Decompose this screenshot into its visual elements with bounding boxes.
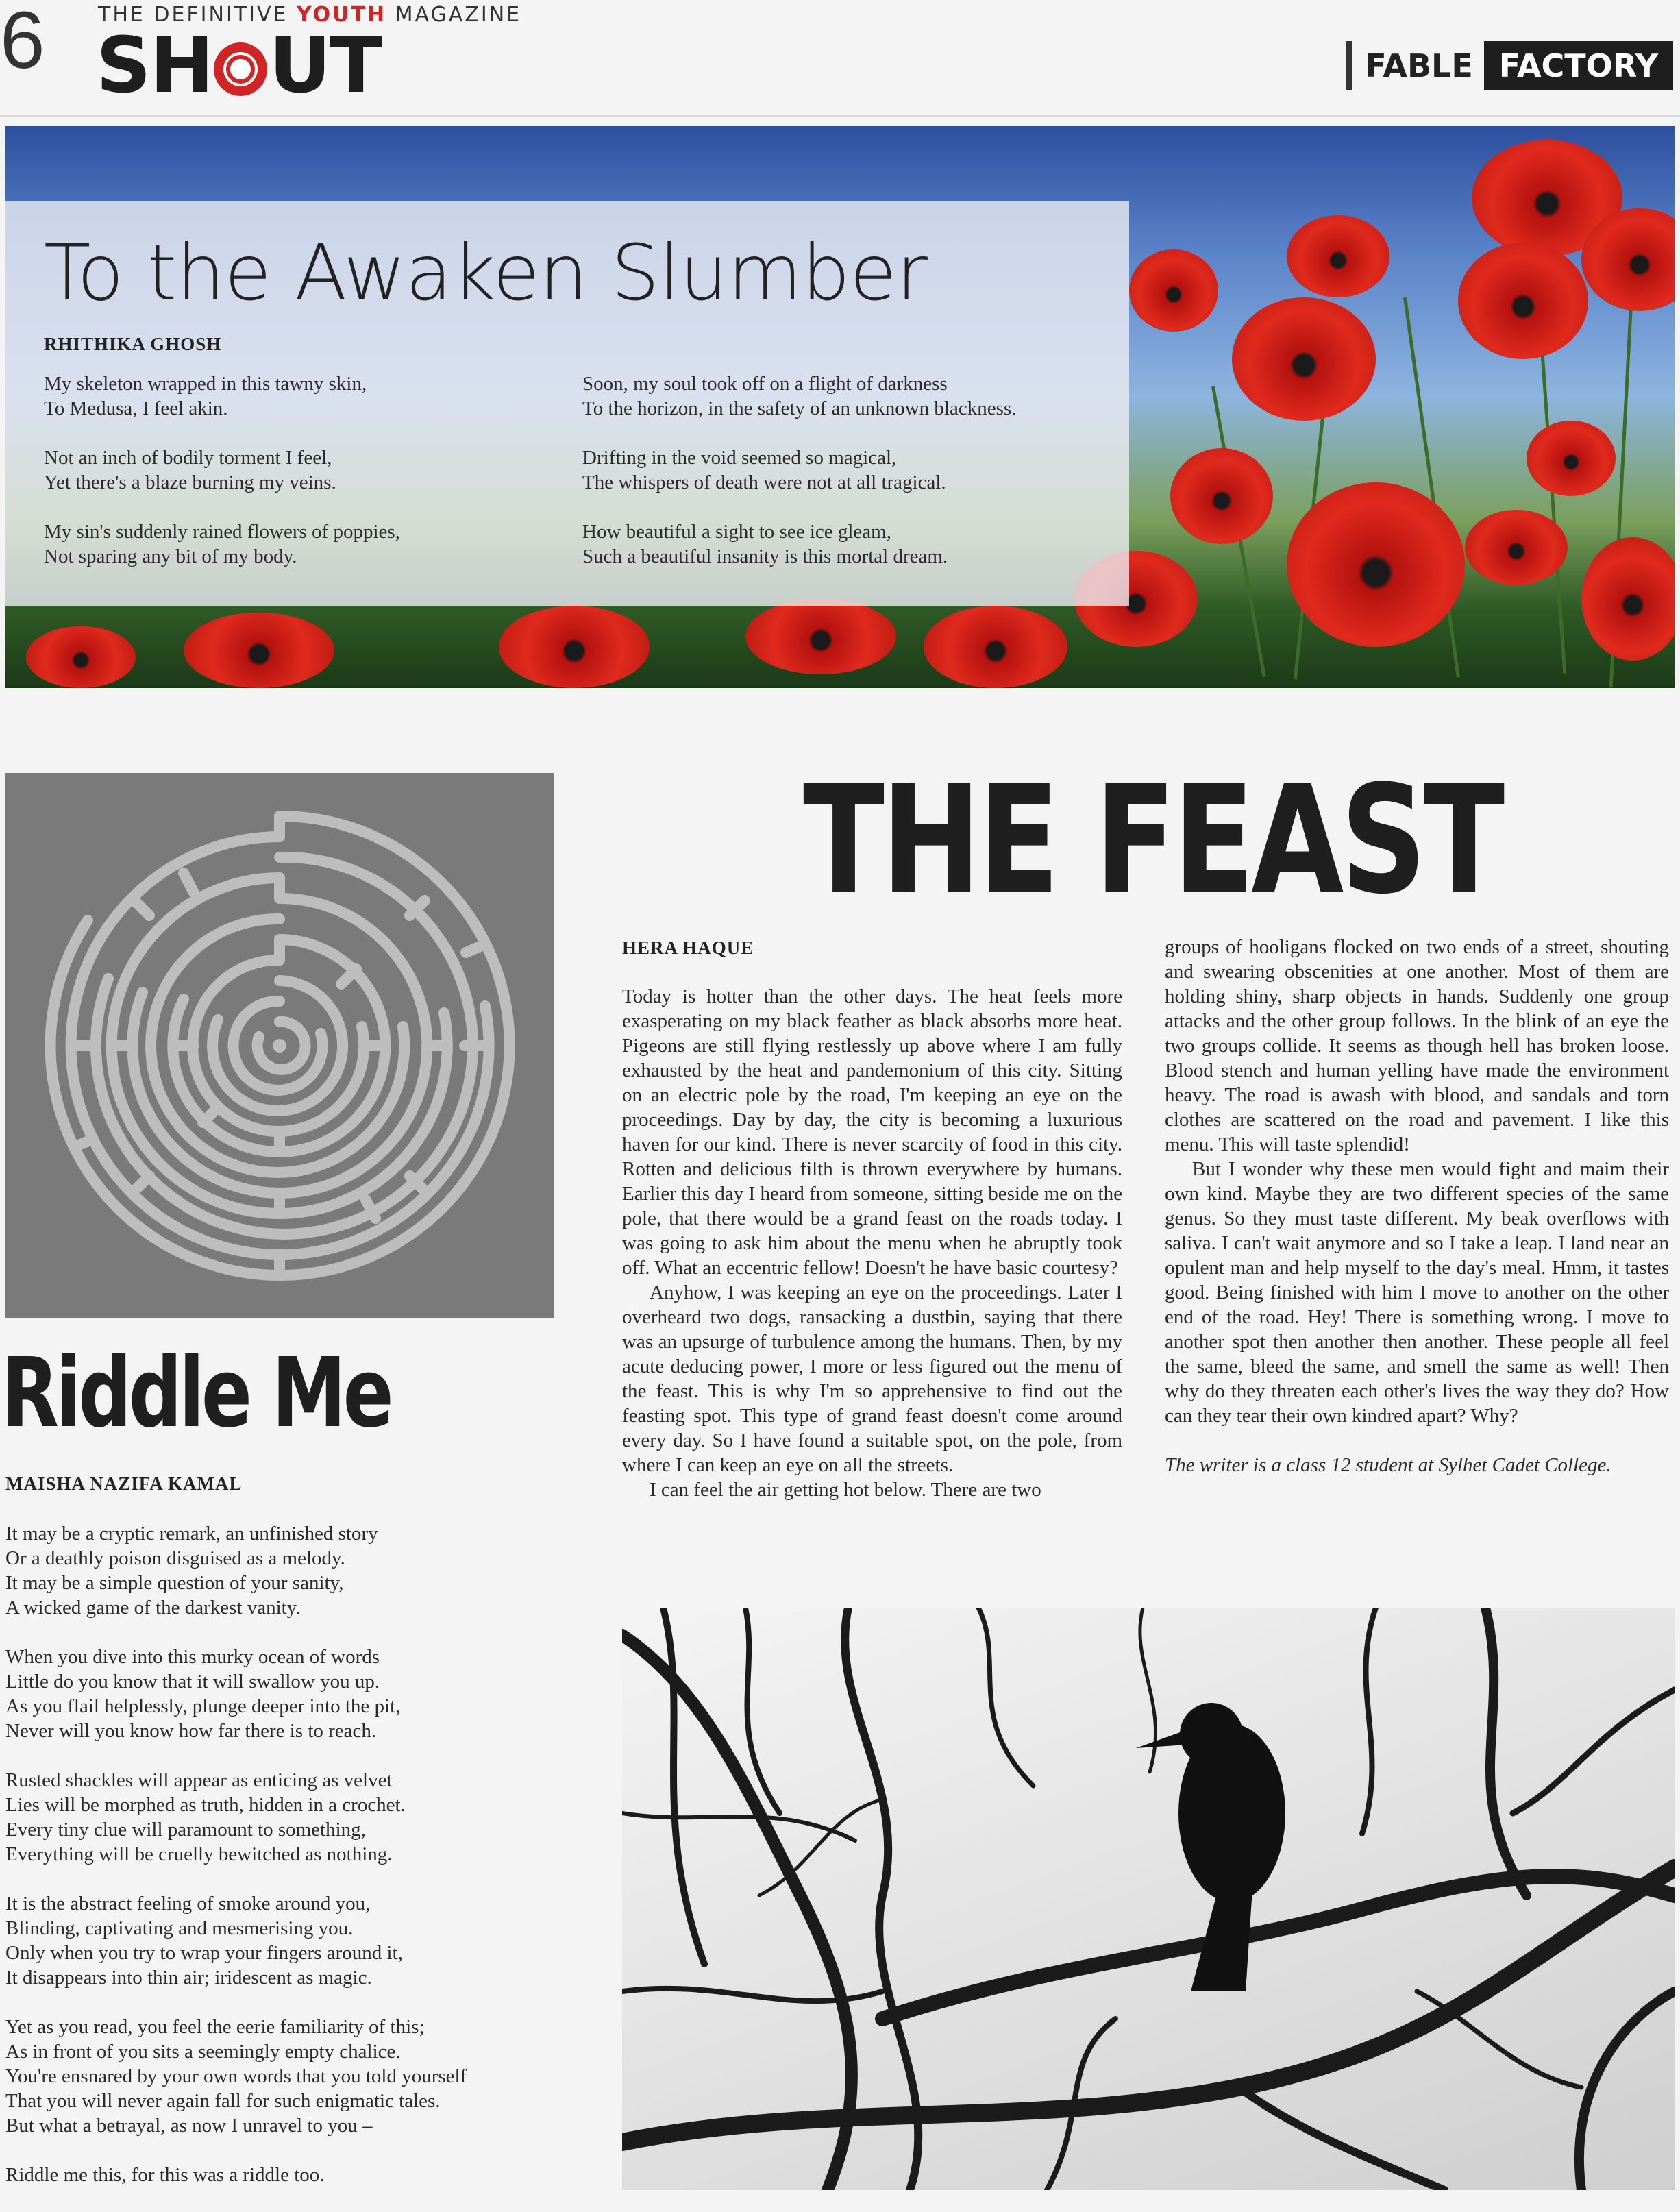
verse-line: Everything will be cruelly bewitched as nothing. [5,1843,393,1865]
story-column-left [622,984,1122,1502]
section-label [1346,41,1673,90]
tagline-post: MAGAZINE [386,3,522,27]
verse-line: Little do you know that it will swallow you up. [5,1671,380,1693]
paragraph: I can feel the air getting hot below. There are two [650,1479,1041,1501]
stanza [44,445,565,495]
verse-line: Never will you know how far there is to reach. [5,1720,377,1742]
poem-title: Riddle Me [1,1338,391,1449]
verse-line: It may be a cryptic remark, an unfinished story [5,1523,378,1545]
verse-line: When you dive into this murky ocean of words [5,1646,380,1668]
stanza [44,519,565,569]
stanza [5,1891,588,1990]
verse-line: The whispers of death were not at all tragical. [582,471,946,493]
poem-author: RHITHIKA GHOSH [44,334,222,354]
poem-author: MAISHA NAZIFA KAMAL [5,1473,243,1494]
paragraph: groups of hooligans flocked on two ends of a street, shouting and swearing obscenities at one another. Most of them are holding shiny, sharp objects in hands. Suddenly one group attacks and the other group follows. In the blink of an eye the two groups collide. It seems as though hell has broken loose. Blood stench and human yelling have made the environment heavy. The road is awash with blood, and sandals and torn clothes are scattered on the road and pavement. I like this menu. This will taste splendid! [1165,936,1669,1155]
verse-line: Only when you try to wrap your fingers around it, [5,1942,403,1964]
verse-line: My sin's suddenly rained flowers of poppies, [44,521,400,543]
target-icon [214,42,267,96]
verse-line: Yet as you read, you feel the eerie familiarity of this; [5,2016,425,2038]
verse-line: That you will never again fall for such enigmatic tales. [5,2090,441,2112]
verse-line: How beautiful a sight to see ice gleam, [582,521,891,543]
tagline-accent: YOUTH [297,3,387,27]
stanza [5,1768,588,1867]
verse-line: It disappears into thin air; iridescent as magic. [5,1967,372,1989]
stanza [5,2015,588,2138]
circular-maze-graphic [5,773,554,1318]
verse-line: Not sparing any bit of my body. [44,545,297,567]
verse-line: Blinding, captivating and mesmerising you. [5,1917,354,1939]
crow-on-branch-photo [622,1608,1675,2190]
crow-icon [622,1608,1675,2190]
story-title: THE FEAST [803,754,1502,927]
verse-line: To the horizon, in the safety of an unknown blackness. [582,397,1017,419]
logo-text-end: UT [269,21,381,110]
riddle-poem-body [5,1521,588,2212]
paragraph: But I wonder why these men would fight and maim their own kind. Maybe they are two different species of the same genus. So they must taste different. My beak overflows with saliva. I can't wait anymore and so I take a leap. I land near an opulent man and help myself to the day's meal. Hmm, it tastes good. Being finished with him I move to another on the other end of the road. Hey! There is something wrong. I move to another spot then another then another. These people all feel the same, bleed the same, and smell the same as well! Then why do they threaten each other's lives the way they do? How can they tear their own kindred apart? Why? [1165,1158,1669,1427]
page-number: 6 [0,0,45,86]
maze-icon [5,773,554,1318]
stanza [5,1521,588,1620]
verse-line: Such a beautiful insanity is this mortal dream. [582,545,948,567]
verse-line: But what a betrayal, as now I unravel to you – [5,2115,373,2137]
author-credit: The writer is a class 12 student at Sylhet Cadet College. [1165,1454,1611,1476]
verse-line: As in front of you sits a seemingly empty chalice. [5,2041,401,2063]
verse-line: To Medusa, I feel akin. [44,397,228,419]
verse-line: It is the abstract feeling of smoke around you, [5,1893,371,1915]
verse-line: Every tiny clue will paramount to something, [5,1819,366,1841]
verse-line: Drifting in the void seemed so magical, [582,447,897,469]
masthead-rule [0,115,1680,117]
verse-line: Yet there's a blaze burning my veins. [44,471,336,493]
poem-column-left [44,371,565,593]
verse-line: As you flail helplessly, plunge deeper into the pit, [5,1695,401,1717]
stanza [582,371,1117,421]
paragraph: Today is hotter than the other days. The heat feels more exasperating on my black feather as black absorbs more heat. Pigeons are still flying restlessly up above where I am fully exhausted by the heat and pandemonium of this city. Sitting on an electric pole by the road, I'm keeping an eye on the proceedings. Day by day, the city is becoming a luxurious haven for our kind. There is never scarcity of food in this city. Rotten and delicious filth is thrown everywhere by humans. Earlier this day I heard from someone, sitting beside me on the pole, that there would be a grand feast on the roads today. I was going to ask him about the menu when he abruptly took off. What an eccentric fellow! Doesn't he have basic courtesy? [622,985,1122,1279]
story-column-right [1165,935,1669,1477]
verse-line: Rusted shackles will appear as enticing as velvet [5,1769,393,1791]
section-word-fable: FABLE [1365,47,1473,84]
verse-line: My skeleton wrapped in this tawny skin, [44,373,367,395]
logo-text-start: SH [96,21,213,110]
verse-line: Soon, my soul took off on a flight of darkness [582,373,948,395]
verse-line: Or a deathly poison disguised as a melody. [5,1547,345,1569]
verse-line: It may be a simple question of your sanity, [5,1572,344,1594]
paragraph: Anyhow, I was keeping an eye on the proceedings. Later I overheard two dogs, ransacking a dustbin, saying that there was an upsurge of turbulence among the humans. Then, by my acute deducing power, I more or less figured out the menu of the feast. This is why I'm so apprehensive to find out the feasting spot. This type of grand feast doesn't come around every day. So I have found a suitable spot, on the pole, from where I can keep an eye on all the streets. [622,1281,1122,1476]
stanza [44,371,565,421]
stanza [582,519,1117,569]
tagline-pre: THE DEFINITIVE [98,3,297,27]
stanza [5,2163,588,2187]
story-author: HERA HAQUE [622,937,754,958]
section-bar [1346,41,1352,90]
verse-line: A wicked game of the darkest vanity. [5,1597,301,1619]
verse-line: You're ensnared by your own words that you told yourself [5,2065,467,2087]
poem-title: To the Awaken Slumber [44,229,927,318]
section-word-factory: FACTORY [1484,41,1673,90]
verse-line: Not an inch of bodily torment I feel, [44,447,332,469]
magazine-logo [96,21,381,110]
verse-line: Lies will be morphed as truth, hidden in a crochet. [5,1794,406,1816]
poem-column-right [582,371,1117,593]
stanza [5,1645,588,1743]
verse-line: Riddle me this, for this was a riddle too. [5,2164,325,2186]
stanza [582,445,1117,495]
